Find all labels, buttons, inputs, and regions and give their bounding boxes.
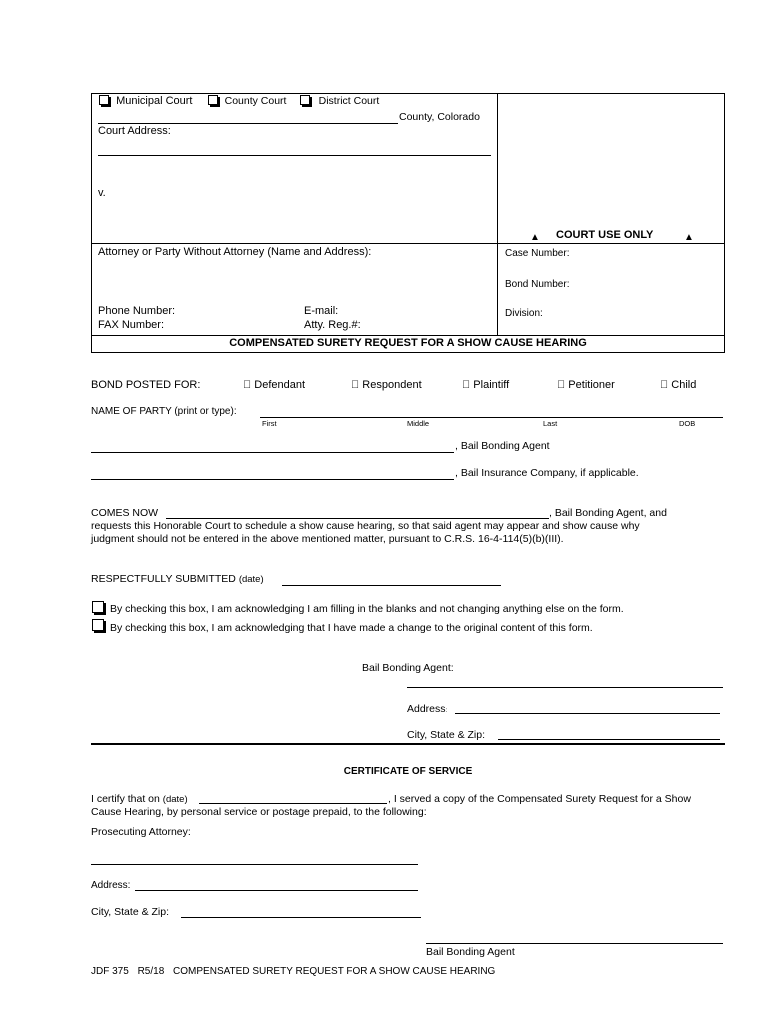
middle-name-caption: Middle: [407, 419, 430, 428]
agent-signature-line[interactable]: [426, 943, 723, 944]
certify-date-label: (date): [162, 794, 188, 805]
comes-now-blank[interactable]: [166, 518, 549, 519]
county-colorado-label: County, Colorado: [399, 111, 480, 123]
bond-posted-label: BOND POSTED FOR:: [91, 379, 201, 391]
insurance-company-suffix: , Bail Insurance Company, if applicable.: [455, 467, 639, 479]
submitted-date-label: (date): [238, 574, 264, 585]
certify-line2: Cause Hearing, by personal service or postage prepaid, to the following:: [91, 806, 427, 818]
phone-label: Phone Number:: [98, 305, 176, 317]
caption-divider: [497, 93, 498, 336]
fax-label: FAX Number:: [98, 319, 165, 331]
county-court-checkbox[interactable]: [208, 95, 218, 105]
municipal-court-checkbox[interactable]: [99, 95, 109, 105]
caption-box: [91, 93, 725, 353]
agent-signature-caption: Bail Bonding Agent: [426, 946, 515, 958]
no-change-checkbox[interactable]: [92, 601, 104, 613]
section-divider: [91, 743, 725, 745]
certificate-title: CERTIFICATE OF SERVICE: [343, 766, 473, 777]
bail-agent-suffix: , Bail Bonding Agent: [455, 440, 550, 452]
signature-address-row: [407, 703, 447, 715]
form-title: COMPENSATED SURETY REQUEST FOR A SHOW CAUSE HEARING: [229, 337, 587, 349]
court-address-blank[interactable]: [98, 155, 491, 156]
certify-date-blank[interactable]: [199, 803, 387, 804]
district-court-label: District Court: [318, 95, 380, 107]
respectfully-submitted-label: RESPECTFULLY SUBMITTED: [91, 573, 236, 585]
form-code: JDF 375: [91, 966, 129, 977]
municipal-court-label: Municipal Court: [116, 95, 193, 107]
dob-caption: DOB: [679, 419, 696, 428]
signature-city-blank[interactable]: [498, 739, 720, 740]
case-number-label: Case Number:: [505, 248, 570, 259]
bail-agent-signature-label: Bail Bonding Agent:: [362, 662, 454, 674]
certificate-address-label: Address:: [91, 880, 131, 891]
form-revision: R5/18: [137, 966, 165, 977]
court-use-only-label: COURT USE ONLY: [556, 229, 654, 241]
name-of-party-blank[interactable]: [260, 417, 723, 418]
changed-checkbox[interactable]: [92, 619, 104, 631]
email-label: E-mail:: [304, 305, 339, 317]
bail-agent-blank[interactable]: [91, 452, 454, 453]
county-court-label: County Court: [224, 95, 287, 107]
last-name-caption: Last: [543, 419, 558, 428]
county-blank[interactable]: [98, 123, 398, 124]
up-arrow-icon: ▲: [684, 232, 694, 243]
comes-now-line2: requests this Honorable Court to schedule a show cause hearing, so that said agent may appear and show cause why: [91, 520, 640, 532]
certify-start-row: [91, 793, 188, 805]
court-address-label: Court Address:: [98, 125, 171, 137]
petitioner-option[interactable]: Petitioner: [557, 379, 604, 391]
submitted-date-blank[interactable]: [282, 585, 501, 586]
bail-agent-signature-blank[interactable]: [407, 687, 723, 688]
caption-separator-bottom: [91, 335, 725, 336]
signature-city-label: City, State & Zip:: [407, 729, 485, 741]
comes-now-line3: judgment should not be entered in the above mentioned matter, pursuant to C.R.S. 16-4-114(5)(b)(III).: [91, 533, 564, 545]
child-option[interactable]: Child: [660, 379, 686, 391]
prosecuting-attorney-blank[interactable]: [91, 864, 418, 865]
changed-acknowledgement: By checking this box, I am acknowledging that I have made a change to the original content of this form.: [110, 622, 593, 634]
versus-label: v.: [98, 187, 106, 199]
name-of-party-label: NAME OF PARTY (print or type):: [91, 406, 237, 417]
attorney-label: Attorney or Party Without Attorney (Name and Address):: [98, 246, 372, 258]
up-arrow-icon: ▲: [530, 232, 540, 243]
no-change-acknowledgement: By checking this box, I am acknowledging I am filling in the blanks and not changing anything else on the form.: [110, 603, 624, 615]
certify-start: I certify that on: [91, 793, 160, 805]
respectfully-submitted-row: [91, 573, 264, 585]
division-label: Division:: [505, 308, 543, 319]
prosecuting-attorney-label: Prosecuting Attorney:: [91, 826, 191, 838]
comes-now-label: COMES NOW: [91, 507, 159, 519]
comes-now-suffix: , Bail Bonding Agent, and: [549, 507, 667, 519]
certificate-city-label: City, State & Zip:: [91, 906, 169, 918]
signature-address-blank[interactable]: [455, 713, 720, 714]
bond-number-label: Bond Number:: [505, 279, 570, 290]
signature-address-colon: :: [445, 708, 448, 714]
plaintiff-option[interactable]: Plaintiff: [462, 379, 498, 391]
defendant-option[interactable]: Defendant: [243, 379, 294, 391]
certify-end: , I served a copy of the Compensated Surety Request for a Show: [388, 793, 691, 805]
atty-reg-label: Atty. Reg.#:: [304, 319, 361, 331]
respondent-option[interactable]: Respondent: [351, 379, 411, 391]
certificate-address-blank[interactable]: [135, 890, 418, 891]
caption-separator-top: [91, 243, 725, 244]
footer-title: COMPENSATED SURETY REQUEST FOR A SHOW CAUSE HEARING: [173, 966, 496, 977]
footer: [91, 966, 495, 977]
court-type-row: [99, 95, 379, 107]
insurance-company-blank[interactable]: [91, 479, 454, 480]
district-court-checkbox[interactable]: [300, 95, 310, 105]
first-name-caption: First: [262, 419, 277, 428]
certificate-city-blank[interactable]: [181, 917, 421, 918]
signature-address-label: Address: [407, 703, 446, 715]
